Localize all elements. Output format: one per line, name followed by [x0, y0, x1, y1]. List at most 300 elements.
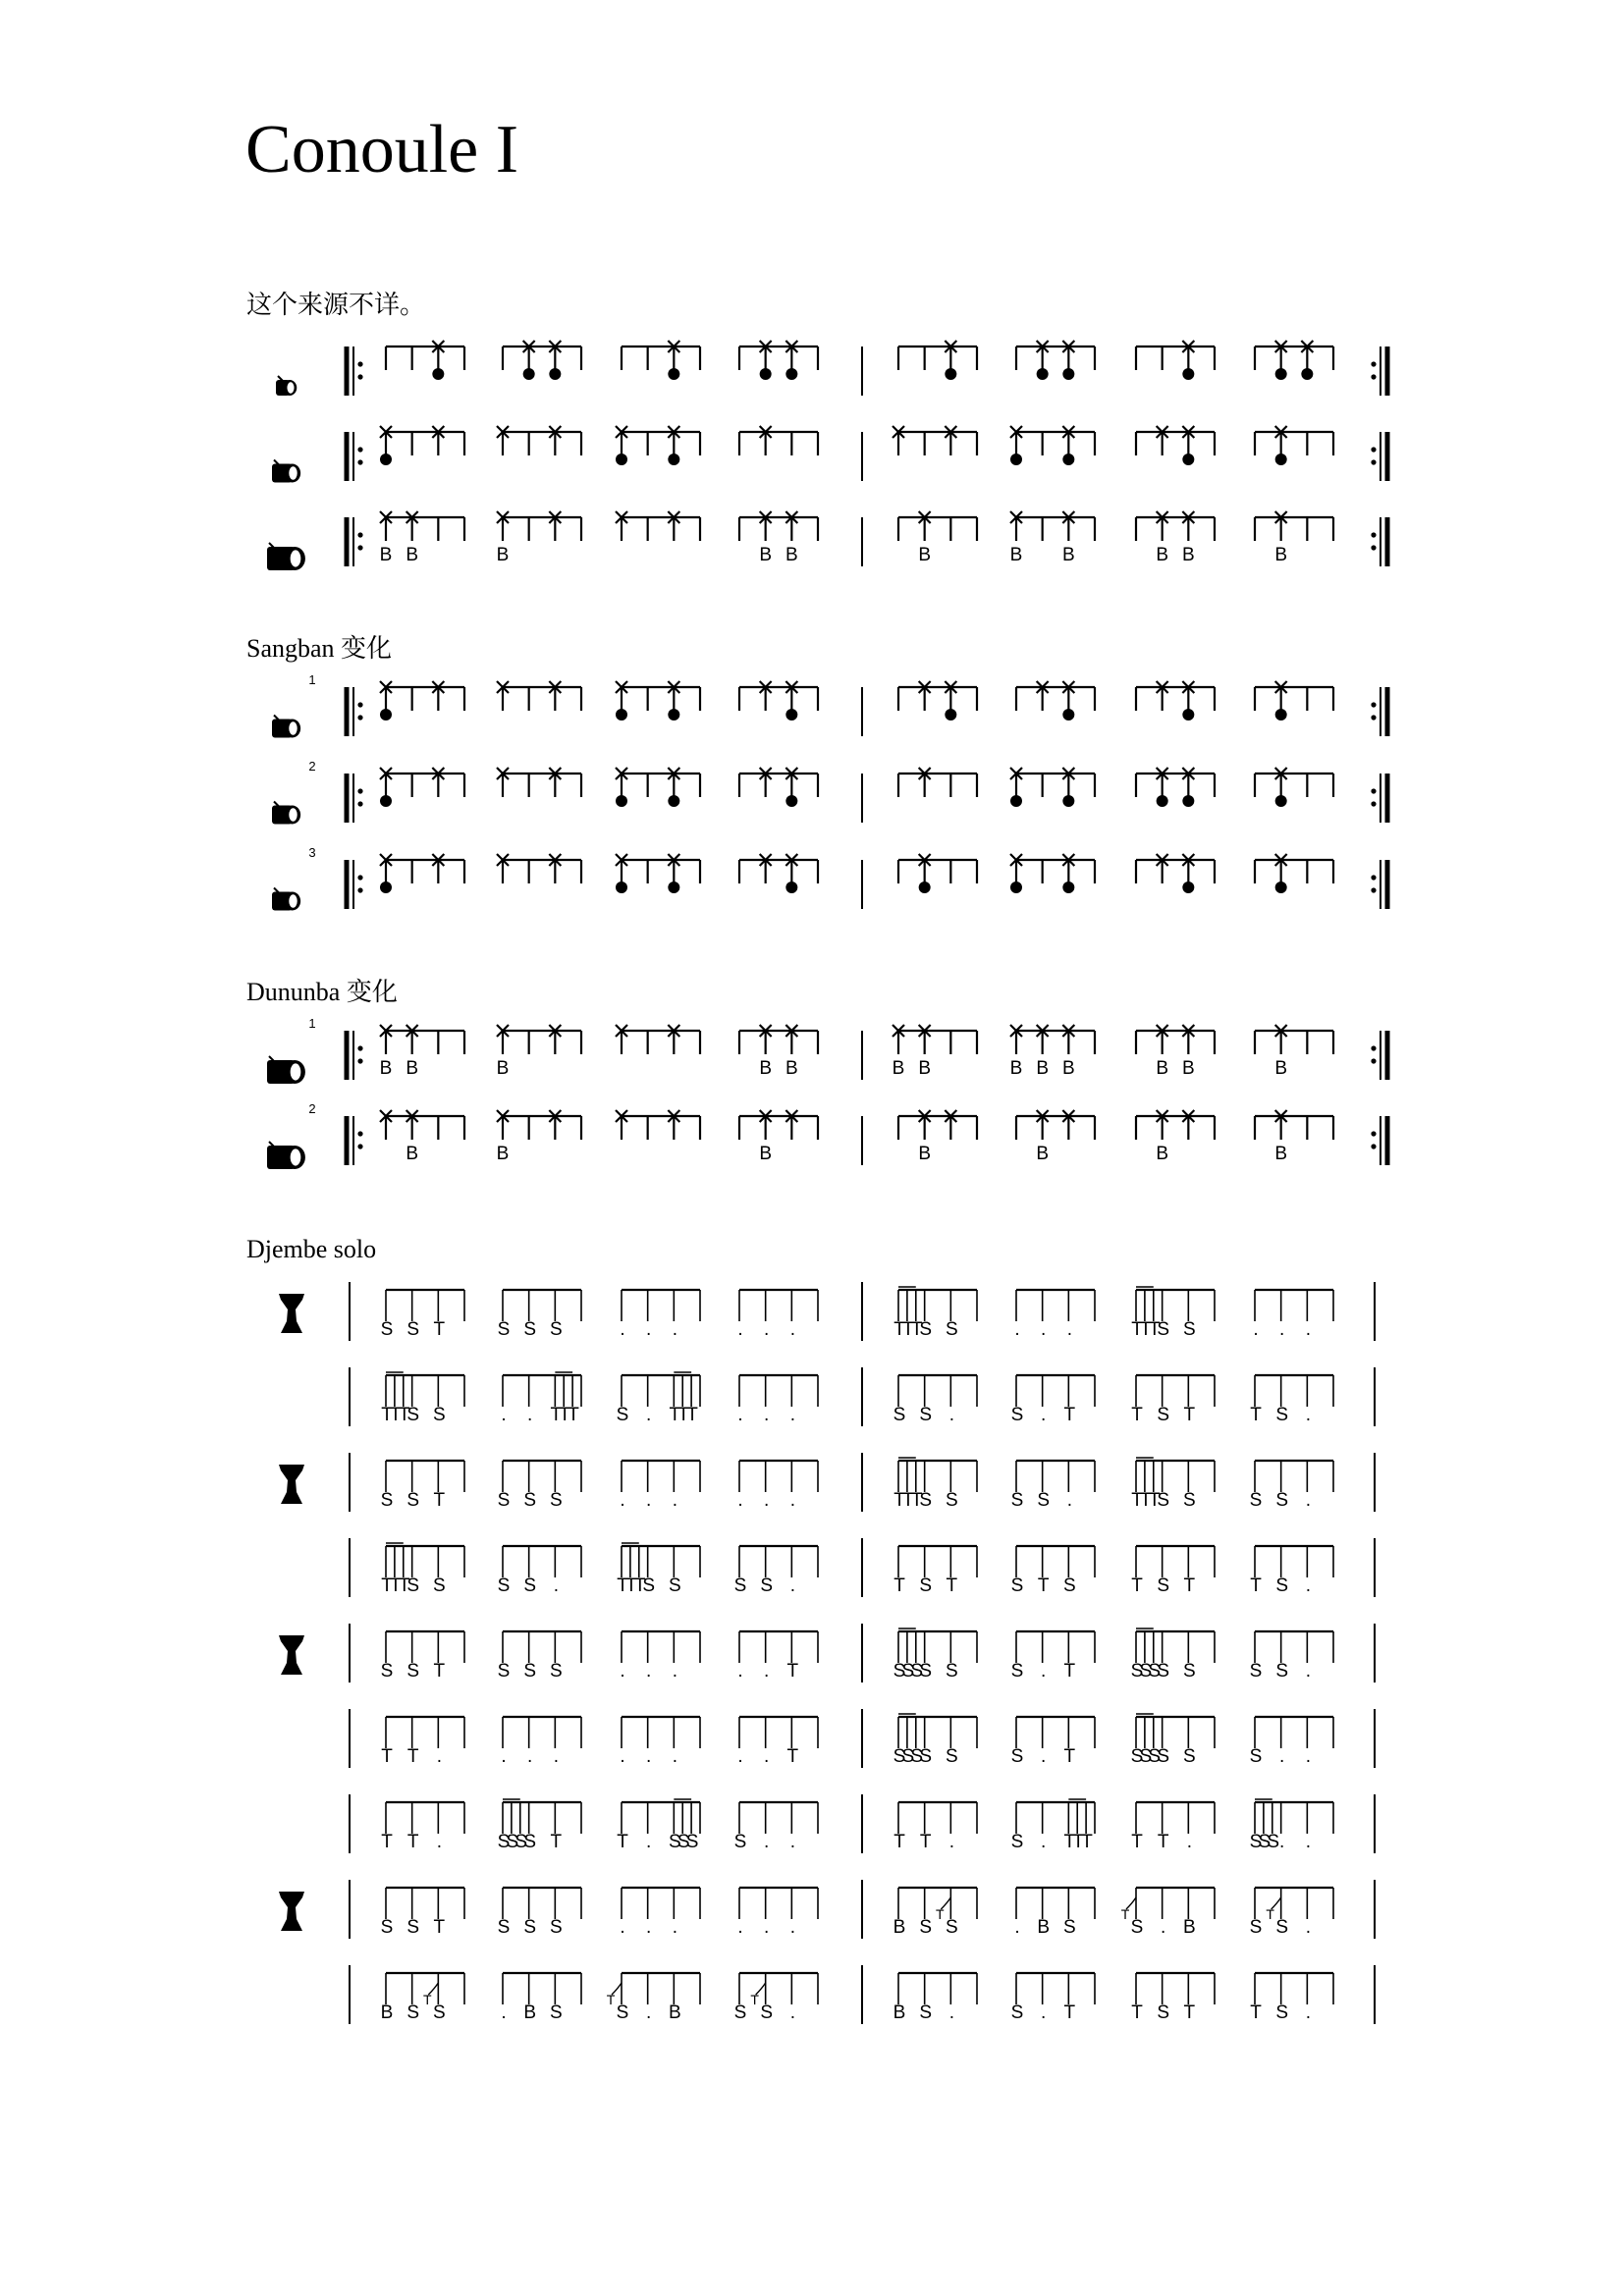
- stroke-label: T: [686, 1405, 698, 1425]
- open-tone-dot: [919, 881, 931, 893]
- repeat-dot: [357, 1144, 362, 1148]
- stroke-label: S: [1130, 1746, 1144, 1767]
- page-title: Conoule I: [245, 112, 519, 187]
- stroke-label: T: [1183, 1405, 1196, 1425]
- repeat-dot: [1371, 801, 1376, 806]
- stroke-label: S: [1010, 1746, 1024, 1767]
- stroke-label: S: [1157, 1746, 1170, 1767]
- stroke-label: T: [1072, 1832, 1085, 1852]
- stroke-label: S: [406, 1405, 420, 1425]
- stroke-label: S: [733, 1832, 747, 1852]
- stroke-label: S: [733, 1575, 747, 1596]
- open-tone-dot: [1275, 709, 1287, 721]
- open-tone-dot: [1062, 454, 1074, 465]
- stroke-label: .: [948, 1832, 954, 1852]
- stroke-label: T: [398, 1405, 410, 1425]
- bass-stroke-label: B: [1274, 1058, 1288, 1079]
- repeat-dot: [1371, 887, 1376, 892]
- stroke-label: S: [497, 1661, 511, 1682]
- stroke-label: S: [1249, 1746, 1263, 1767]
- stroke-label: T: [1148, 1319, 1161, 1340]
- stroke-label: .: [553, 1575, 559, 1596]
- bass-stroke-label: B: [918, 1058, 932, 1079]
- repeat-dot: [357, 1058, 362, 1063]
- stroke-label: .: [672, 1319, 677, 1340]
- stroke-label: S: [497, 1832, 511, 1852]
- stroke-label: S: [432, 1575, 446, 1596]
- stroke-label: .: [764, 1319, 770, 1340]
- stroke-label: S: [1062, 1917, 1076, 1938]
- stroke-label: S: [945, 1661, 958, 1682]
- section-label-sangban: Sangban 变化: [246, 634, 393, 663]
- stroke-label: S: [406, 1661, 420, 1682]
- stroke-label: T: [946, 1575, 958, 1596]
- repeat-dot: [357, 788, 362, 793]
- bass-stroke-label: B: [496, 545, 510, 565]
- stroke-label: .: [553, 1746, 559, 1767]
- stroke-label: B: [893, 2002, 906, 2023]
- stroke-label: S: [380, 1319, 394, 1340]
- stroke-label: T: [910, 1319, 923, 1340]
- stroke-label: .: [764, 1490, 770, 1511]
- stroke-label: T: [1183, 1575, 1196, 1596]
- stroke-label: T: [1131, 2002, 1143, 2023]
- stroke-label: S: [945, 1319, 958, 1340]
- stroke-label: .: [1014, 1917, 1020, 1938]
- stroke-label: .: [1305, 1832, 1311, 1852]
- stroke-label: .: [737, 1490, 743, 1511]
- stroke-label: .: [672, 1917, 677, 1938]
- kenkeni-drum-icon: [276, 376, 297, 396]
- stroke-label: S: [380, 1490, 394, 1511]
- dununba-drum-icon: [267, 1056, 305, 1084]
- djembe-shape: [279, 1465, 304, 1504]
- stroke-label: .: [737, 1661, 743, 1682]
- stroke-label: S: [549, 2002, 563, 2023]
- stroke-label: T: [1131, 1319, 1143, 1340]
- repeat-dot: [1371, 1045, 1376, 1050]
- stroke-label: S: [406, 1575, 420, 1596]
- repeat-dot: [1371, 1144, 1376, 1148]
- stroke-label: S: [549, 1917, 563, 1938]
- stroke-label: S: [1258, 1832, 1272, 1852]
- stroke-label: S: [1275, 1661, 1289, 1682]
- stroke-label: .: [646, 1661, 652, 1682]
- stroke-label: S: [1182, 1746, 1196, 1767]
- stroke-label: S: [910, 1746, 924, 1767]
- stroke-label: S: [1037, 1490, 1051, 1511]
- stroke-label: S: [406, 2002, 420, 2023]
- stroke-label: T: [433, 1319, 446, 1340]
- stroke-label: S: [1148, 1746, 1162, 1767]
- repeat-dot: [357, 374, 362, 379]
- stroke-label: .: [1041, 1319, 1047, 1340]
- bass-stroke-label: B: [496, 1058, 510, 1079]
- open-tone-dot: [1182, 881, 1194, 893]
- stroke-label: S: [668, 1832, 681, 1852]
- open-tone-dot: [668, 795, 679, 807]
- stroke-label: .: [1305, 2002, 1311, 2023]
- stroke-label: S: [523, 1661, 537, 1682]
- stroke-label: S: [893, 1405, 906, 1425]
- stroke-label: S: [497, 1917, 511, 1938]
- section-label-djembe-solo: Djembe solo: [246, 1235, 377, 1263]
- repeat-dot: [357, 1045, 362, 1050]
- stroke-label: S: [1010, 1575, 1024, 1596]
- stroke-label: S: [1275, 1490, 1289, 1511]
- stroke-label: .: [737, 1746, 743, 1767]
- stroke-label: .: [1041, 1405, 1047, 1425]
- stroke-label: S: [1130, 1661, 1144, 1682]
- open-tone-dot: [945, 368, 956, 380]
- open-tone-dot: [1062, 709, 1074, 721]
- stroke-label: .: [1066, 1319, 1072, 1340]
- stroke-label: S: [523, 1490, 537, 1511]
- section-label-dununba: Dununba 变化: [246, 978, 398, 1006]
- stroke-label: .: [764, 1917, 770, 1938]
- repeat-dot: [357, 875, 362, 880]
- open-tone-dot: [616, 454, 627, 465]
- repeat-dot: [357, 1131, 362, 1136]
- stroke-label: .: [646, 1832, 652, 1852]
- open-tone-dot: [1182, 454, 1194, 465]
- repeat-dot: [357, 545, 362, 550]
- stroke-label: .: [1305, 1661, 1311, 1682]
- stroke-label: T: [786, 1746, 799, 1767]
- stroke-label: S: [919, 2002, 933, 2023]
- repeat-dot: [1371, 788, 1376, 793]
- stroke-label: S: [432, 1405, 446, 1425]
- stroke-label: S: [1182, 1490, 1196, 1511]
- djembe-shape: [279, 1635, 304, 1675]
- repeat-dot: [357, 702, 362, 707]
- open-tone-dot: [1182, 795, 1194, 807]
- djembe-icon: [279, 1635, 304, 1675]
- stroke-label: T: [1131, 1490, 1143, 1511]
- open-tone-dot: [1301, 368, 1313, 380]
- stroke-label: T: [381, 1575, 393, 1596]
- stroke-label: T: [390, 1405, 402, 1425]
- stroke-label: .: [789, 1917, 795, 1938]
- sangban-drum-icon-rim: [289, 466, 297, 480]
- stroke-label: .: [1305, 1405, 1311, 1425]
- stroke-label: S: [893, 1746, 906, 1767]
- stroke-label: S: [1249, 1917, 1263, 1938]
- repeat-dot: [1371, 875, 1376, 880]
- stroke-label: .: [764, 1661, 770, 1682]
- variation-number: 1: [308, 1016, 316, 1031]
- djembe-icon: [279, 1465, 304, 1504]
- stroke-label: S: [685, 1832, 699, 1852]
- stroke-label: B: [668, 2002, 681, 2023]
- stroke-label: S: [677, 1832, 690, 1852]
- dununba-drum-icon: [267, 1142, 305, 1169]
- stroke-label: .: [1014, 1319, 1020, 1340]
- djembe-icon: [279, 1892, 304, 1931]
- repeat-dot: [1371, 361, 1376, 366]
- open-tone-dot: [616, 709, 627, 721]
- open-tone-dot: [1010, 795, 1022, 807]
- repeat-dot: [357, 887, 362, 892]
- stroke-label: S: [1010, 1661, 1024, 1682]
- stroke-label: B: [1182, 1917, 1196, 1938]
- stroke-label: .: [1279, 1832, 1285, 1852]
- stroke-label: S: [1010, 2002, 1024, 2023]
- stroke-label: .: [1253, 1319, 1259, 1340]
- bass-stroke-label: B: [918, 545, 932, 565]
- stroke-label: T: [1250, 2002, 1262, 2023]
- stroke-label: .: [1041, 1832, 1047, 1852]
- stroke-label: T: [633, 1575, 646, 1596]
- djembe-shape: [279, 1294, 304, 1333]
- stroke-label: .: [527, 1405, 533, 1425]
- stroke-label: S: [1157, 2002, 1170, 2023]
- stroke-label: T: [433, 1661, 446, 1682]
- stroke-label: S: [919, 1319, 933, 1340]
- open-tone-dot: [523, 368, 535, 380]
- stroke-label: .: [1041, 1661, 1047, 1682]
- stroke-label: S: [760, 2002, 774, 2023]
- stroke-label: S: [642, 1575, 656, 1596]
- stroke-label: S: [668, 1575, 681, 1596]
- stroke-label: S: [497, 1575, 511, 1596]
- stroke-label: S: [919, 1661, 933, 1682]
- repeat-dot: [1371, 459, 1376, 464]
- stroke-label: .: [501, 1405, 507, 1425]
- stroke-label: .: [620, 1490, 625, 1511]
- stroke-label: .: [646, 1746, 652, 1767]
- open-tone-dot: [432, 368, 444, 380]
- stroke-label: T: [550, 1832, 563, 1852]
- repeat-dot: [1371, 374, 1376, 379]
- stroke-label: S: [919, 1917, 933, 1938]
- stroke-label: T: [381, 1832, 393, 1852]
- stroke-label: B: [1037, 1917, 1051, 1938]
- stroke-label: .: [1305, 1917, 1311, 1938]
- dununba-drum-icon-rim: [291, 1148, 301, 1165]
- stroke-label: S: [1249, 1490, 1263, 1511]
- stroke-label: .: [1041, 1746, 1047, 1767]
- open-tone-dot: [945, 709, 956, 721]
- stroke-label: .: [789, 1490, 795, 1511]
- bass-stroke-label: B: [1156, 1058, 1169, 1079]
- stroke-label: S: [945, 1490, 958, 1511]
- repeat-dot: [357, 801, 362, 806]
- stroke-label: .: [1305, 1319, 1311, 1340]
- bass-stroke-label: B: [1181, 1058, 1195, 1079]
- open-tone-dot: [549, 368, 561, 380]
- stroke-label: .: [672, 1490, 677, 1511]
- bass-stroke-label: B: [892, 1058, 905, 1079]
- stroke-label: S: [919, 1575, 933, 1596]
- stroke-label: T: [893, 1832, 905, 1852]
- stroke-label: S: [901, 1661, 915, 1682]
- stroke-label: .: [646, 1917, 652, 1938]
- stroke-label: T: [1063, 1746, 1076, 1767]
- stroke-label: T: [1131, 1405, 1143, 1425]
- open-tone-dot: [380, 454, 392, 465]
- stroke-label: .: [1305, 1490, 1311, 1511]
- open-tone-dot: [785, 368, 797, 380]
- stroke-label: T: [893, 1490, 905, 1511]
- bass-stroke-label: B: [1156, 545, 1169, 565]
- variation-number: 2: [308, 1101, 316, 1116]
- stroke-label: T: [893, 1575, 905, 1596]
- repeat-dot: [357, 715, 362, 720]
- stroke-label: T: [1250, 1405, 1262, 1425]
- stroke-label: S: [919, 1405, 933, 1425]
- open-tone-dot: [616, 795, 627, 807]
- stroke-label: .: [620, 1917, 625, 1938]
- stroke-label: .: [501, 1746, 507, 1767]
- repeat-dot: [1371, 532, 1376, 537]
- bass-stroke-label: B: [918, 1144, 932, 1164]
- bass-stroke-label: B: [1061, 545, 1075, 565]
- djembe-icon: [279, 1294, 304, 1333]
- bass-stroke-label: B: [406, 1144, 419, 1164]
- stroke-label: .: [1186, 1832, 1192, 1852]
- stroke-label: S: [523, 1917, 537, 1938]
- stroke-label: S: [1010, 1405, 1024, 1425]
- stroke-label: S: [406, 1319, 420, 1340]
- stroke-label: S: [523, 1832, 537, 1852]
- stroke-label: .: [436, 1746, 442, 1767]
- stroke-label: S: [893, 1661, 906, 1682]
- repeat-dot: [1371, 447, 1376, 452]
- stroke-label: .: [620, 1661, 625, 1682]
- stroke-label: T: [1140, 1319, 1152, 1340]
- bass-stroke-label: B: [1009, 1058, 1023, 1079]
- stroke-label: .: [948, 2002, 954, 2023]
- open-tone-dot: [1275, 881, 1287, 893]
- stroke-label: S: [945, 1917, 958, 1938]
- bass-stroke-label: B: [406, 1058, 419, 1079]
- stroke-label: T: [1148, 1490, 1161, 1511]
- stroke-label: .: [737, 1917, 743, 1938]
- djembe-shape: [279, 1892, 304, 1931]
- stroke-label: T: [433, 1917, 446, 1938]
- stroke-label: T: [893, 1319, 905, 1340]
- stroke-label: S: [1267, 1832, 1280, 1852]
- repeat-dot: [1371, 545, 1376, 550]
- stroke-label: S: [380, 1661, 394, 1682]
- stroke-label: S: [1275, 1917, 1289, 1938]
- stroke-label: .: [1066, 1490, 1072, 1511]
- stroke-label: T: [1063, 1405, 1076, 1425]
- flam-label: T: [936, 1906, 945, 1922]
- kenkeni-drum-icon-rim: [287, 382, 294, 393]
- bass-stroke-label: B: [1036, 1144, 1050, 1164]
- sangban-drum-icon: [272, 888, 300, 911]
- stroke-label: B: [523, 2002, 537, 2023]
- open-tone-dot: [1010, 881, 1022, 893]
- flam-label: T: [423, 1992, 432, 2007]
- stroke-label: S: [1157, 1319, 1170, 1340]
- stroke-label: S: [919, 1490, 933, 1511]
- open-tone-dot: [1037, 368, 1049, 380]
- stroke-label: T: [677, 1405, 690, 1425]
- stroke-label: S: [406, 1917, 420, 1938]
- bass-stroke-label: B: [759, 1144, 773, 1164]
- bass-stroke-label: B: [379, 1058, 393, 1079]
- stroke-label: S: [1182, 1661, 1196, 1682]
- stroke-label: S: [1275, 1575, 1289, 1596]
- stroke-label: T: [910, 1490, 923, 1511]
- open-tone-dot: [668, 454, 679, 465]
- open-tone-dot: [668, 368, 679, 380]
- stroke-label: T: [1081, 1832, 1093, 1852]
- repeat-dot: [357, 361, 362, 366]
- stroke-label: .: [672, 1661, 677, 1682]
- open-tone-dot: [1275, 368, 1287, 380]
- stroke-label: T: [406, 1746, 419, 1767]
- stroke-label: S: [506, 1832, 519, 1852]
- open-tone-dot: [380, 795, 392, 807]
- stroke-label: S: [549, 1661, 563, 1682]
- flam-label: T: [1120, 1906, 1130, 1922]
- repeat-dot: [357, 532, 362, 537]
- stroke-label: .: [1279, 1319, 1285, 1340]
- bass-stroke-label: B: [759, 545, 773, 565]
- stroke-label: T: [1250, 1575, 1262, 1596]
- open-tone-dot: [1062, 881, 1074, 893]
- stroke-label: T: [550, 1405, 563, 1425]
- dununba-drum-icon: [267, 543, 305, 570]
- open-tone-dot: [1182, 709, 1194, 721]
- stroke-label: S: [1157, 1575, 1170, 1596]
- repeat-dot: [1371, 715, 1376, 720]
- stroke-label: S: [1157, 1490, 1170, 1511]
- bass-stroke-label: B: [1036, 1058, 1050, 1079]
- stroke-label: S: [1157, 1405, 1170, 1425]
- bass-stroke-label: B: [1274, 1144, 1288, 1164]
- stroke-label: S: [1010, 1490, 1024, 1511]
- open-tone-dot: [785, 795, 797, 807]
- stroke-label: S: [760, 1575, 774, 1596]
- stroke-label: S: [1010, 1832, 1024, 1852]
- open-tone-dot: [380, 881, 392, 893]
- stroke-label: .: [620, 1319, 625, 1340]
- stroke-label: S: [919, 1746, 933, 1767]
- bass-stroke-label: B: [496, 1144, 510, 1164]
- stroke-label: S: [1249, 1661, 1263, 1682]
- stroke-label: T: [1063, 1661, 1076, 1682]
- stroke-label: T: [669, 1405, 681, 1425]
- repeat-dot: [357, 459, 362, 464]
- stroke-label: B: [380, 2002, 394, 2023]
- stroke-label: .: [789, 1832, 795, 1852]
- stroke-label: .: [764, 1832, 770, 1852]
- sangban-drum-icon-rim: [289, 721, 297, 735]
- stroke-label: S: [523, 1319, 537, 1340]
- stroke-label: S: [432, 2002, 446, 2023]
- sangban-drum-icon: [272, 802, 300, 825]
- variation-number: 1: [308, 672, 316, 687]
- stroke-label: .: [948, 1405, 954, 1425]
- stroke-label: S: [1275, 2002, 1289, 2023]
- stroke-label: T: [406, 1832, 419, 1852]
- stroke-label: S: [1275, 1405, 1289, 1425]
- stroke-label: .: [1305, 1746, 1311, 1767]
- stroke-label: T: [1131, 1832, 1143, 1852]
- bass-stroke-label: B: [379, 545, 393, 565]
- stroke-label: S: [945, 1746, 958, 1767]
- stroke-label: .: [436, 1832, 442, 1852]
- stroke-label: S: [733, 2002, 747, 2023]
- open-tone-dot: [1275, 454, 1287, 465]
- bass-stroke-label: B: [1061, 1058, 1075, 1079]
- stroke-label: .: [764, 1405, 770, 1425]
